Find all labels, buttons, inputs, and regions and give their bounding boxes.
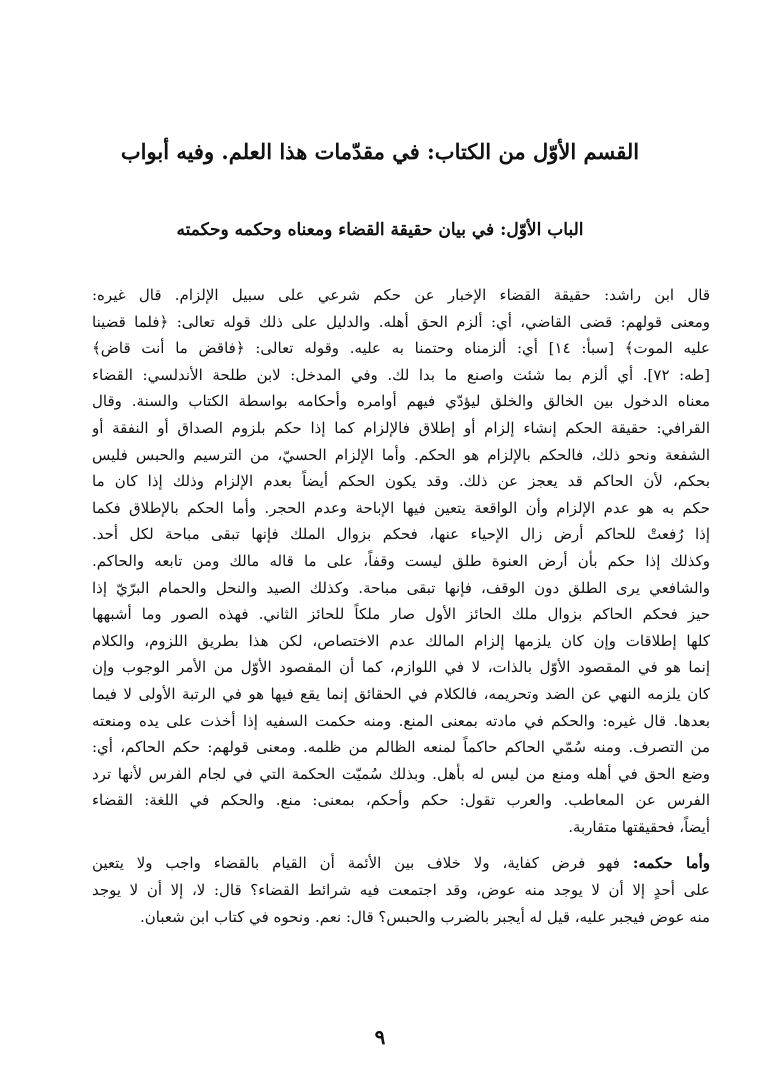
paragraph-gap (92, 840, 710, 850)
ruling-lead: وأما حكمه: (632, 854, 710, 873)
definition-paragraph (92, 282, 710, 840)
text-line: [طه: ٧٢]. أي ألزم بما شئت واصنع ما بدا لك. وفي المدخل: لابن طلحة الأندلسي: القضاء (92, 365, 710, 384)
text-line: حكم به هو عدم الإلزام وأن الواقعة يتعين فيها الإباحة وعدم الحجر. وأما الحكم بالإطلاق فكما (92, 498, 710, 517)
text-line: حيز فحكم الحاكم بزوال ملك الحائز الأول صار ملكاً للحائز الثاني. فهذه الصور وما أشبهها (92, 605, 710, 624)
text-line: الشفعة ونحو ذلك، فالحكم بالإلزام هو الحكم. وأما الإلزام الحسيّ، من الترسيم والحبس فليس (92, 445, 710, 464)
text-line: إنما هو في المقصود الأوّل بالذات، لا في اللوازم، كما أن المقصود الأوّل من الأمر الوجوب وإن (92, 658, 710, 677)
text-line: أيضاً، فحقيقتها متقاربة. (568, 817, 710, 836)
text-line: الفرس عن المعاطب. والعرب تقول: حكم وأحكم، بمعنى: منع. والحكم في اللغة: القضاء (92, 791, 710, 810)
text-line: كلها إطلاقات وإن كان يلزمها إلزام المالك عدم الاختصاص، لكن هذا بطريق اللزوم، والكلام (92, 631, 710, 650)
text-line: منه عوض فيجبر عليه، قيل له أيجبر بالضرب والحبس؟ قال: نعم. ونحوه في كتاب ابن شعبان. (140, 907, 710, 926)
part-title: القسم الأوّل من الكتاب: في مقدّمات هذا العلم. وفيه أبواب (120, 139, 640, 164)
text-line: القرافي: حقيقة الحكم إنشاء إلزام أو إطلاق فالإلزام كما إذا حكم بلزوم الصداق أو النفقة أو (92, 418, 710, 437)
text-line: قال ابن راشد: حقيقة القضاء الإخبار عن حكم شرعي على سبيل الإلزام. قال غيره: (92, 286, 710, 304)
body-text (92, 282, 710, 930)
text-line: بعدها. قال غيره: والحكم في مادته بمعنى المنع. ومنه حكمت السفيه إذا أخذت على يده ومنعته (92, 711, 710, 730)
text-line: بحكم، لأن الحاكم قد يعجز عن ذلك. وقد يكون الحكم أيضاً بعدم الإلزام وذلك إذا كان ما (92, 472, 710, 491)
ruling-line-rest: فهو فرض كفاية، ولا خلاف بين الأئمة أن القيام بالقضاء واجب ولا يتعين (92, 854, 633, 873)
text-line: كان يلزمه النهي عن الضد وتحريمه، فالكلام في الحقائق إنما يقع فيها هو في الرتبة الأولى لا فيما (92, 684, 710, 703)
text-line: معناه الدخول بين الخالق والخلق ليؤدّي فيهم أوامره وأحكامه بواسطة الكتاب والسنة. وقال (92, 392, 710, 411)
text-line: وضع الحق في أهله ومنع من ليس له بأهل. وبذلك سُميّت الحكمة التي في لجام الفرس لأنها ترد (92, 764, 710, 783)
text-line: من التصرف. ومنه سُمّي الحاكم حاكماً لمنعه الظالم من ظلمه. ومعنى قولهم: حكم الحاكم، أي: (92, 738, 710, 757)
text-line: عليه الموت﴾ [سبأ: ١٤] أي: ألزمناه وحتمنا به عليه. وقوله تعالى: ﴿فاقض ما أنت قاض﴾ (92, 339, 710, 358)
text-line: وكذلك إذا حكم بأن أرض العنوة طلق ليست وقفاً، على ما قاله مالك ومن تابعه والحاكم. (92, 551, 710, 570)
text-line: ومعنى قولهم: قضى القاضي، أي: ألزم الحق أهله. والدليل على ذلك قوله تعالى: ﴿فلما قضينا (92, 312, 710, 331)
page-number: ٩ (374, 1025, 386, 1049)
text-line: والشافعي يرى الطلق دون الوقف، فإنها تبقى مباحة. وكذلك الصيد والنحل والحمام البرّيّ إذا (92, 578, 710, 597)
text-line: إذا رُفعتْ للحاكم أرض زال الإحياء عنها، فحكم بزوال الملك فإنها تبقى مباحة لكل أحد. (92, 525, 710, 544)
ruling-paragraph (92, 850, 710, 930)
text-line: على أحدٍ إلا أن لا يوجد منه عوض، وقد اجتمعت فيه شرائط القضاء؟ قال: لا، إلا أن لا يوجد (92, 881, 710, 900)
text-line (92, 850, 710, 877)
chapter-title: الباب الأوّل: في بيان حقيقة القضاء ومعناه وحكمه وحكمته (176, 220, 584, 240)
